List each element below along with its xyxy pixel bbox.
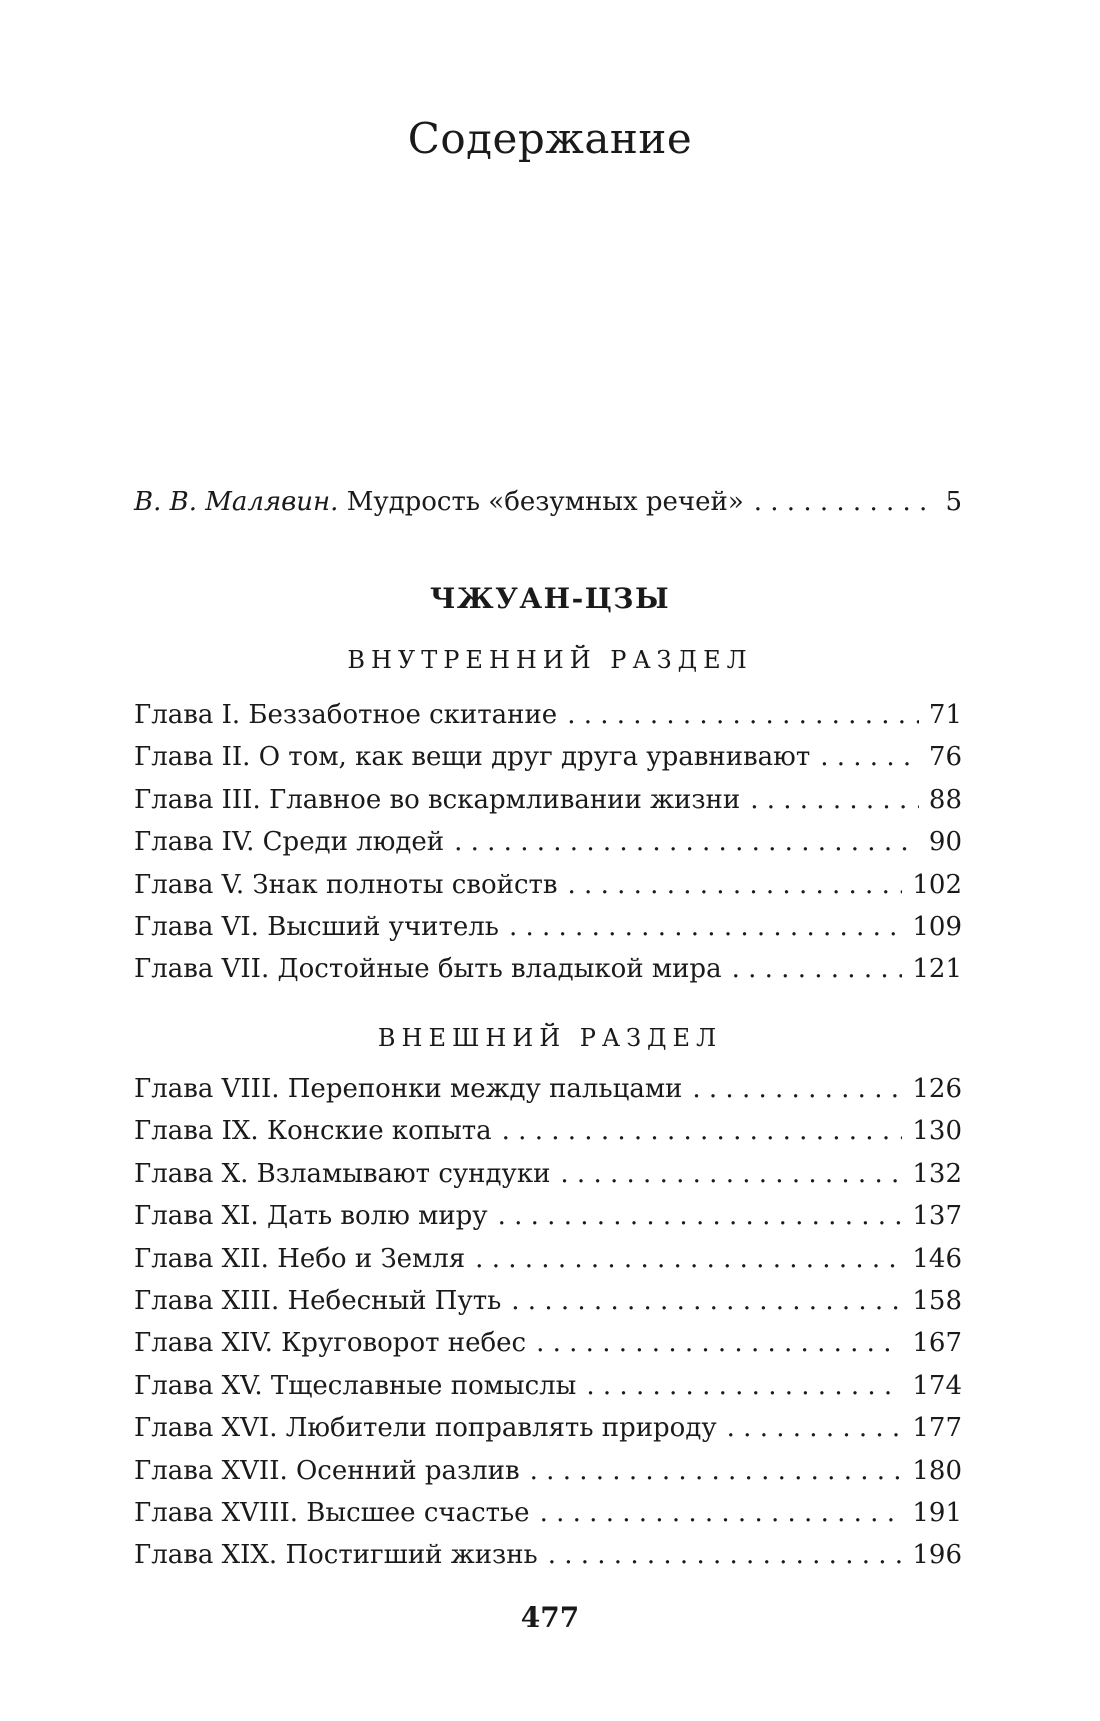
toc-entry-label: Глава XIII. Небесный Путь xyxy=(134,1285,502,1316)
toc-entry[interactable] xyxy=(134,694,962,736)
dot-leader xyxy=(475,1238,902,1280)
toc-entry-page: 126 xyxy=(912,1074,962,1104)
toc-entry-label: Глава XIX. Постигший жизнь xyxy=(134,1540,538,1571)
toc-entry-page: 137 xyxy=(912,1201,962,1232)
toc-entry-label: Глава XVII. Осенний разлив xyxy=(134,1455,520,1486)
toc-entry[interactable] xyxy=(134,1365,962,1407)
toc-entry[interactable] xyxy=(134,948,962,990)
toc-entry-page: 5 xyxy=(945,487,962,517)
toc-entry-label: Глава XI. Дать волю миру xyxy=(134,1201,488,1232)
toc-entry-label: Глава XV. Тщеславные помыслы xyxy=(134,1370,577,1401)
toc-section-outer xyxy=(134,1068,962,1577)
dot-leader xyxy=(750,779,919,821)
dot-leader xyxy=(454,821,919,863)
toc-entry-label: Глава VI. Высший учитель xyxy=(134,911,499,942)
toc-entry-label: Глава XII. Небо и Земля xyxy=(134,1243,466,1274)
toc-entry[interactable] xyxy=(134,1195,962,1237)
toc-entry-label: Глава I. Беззаботное скитание xyxy=(134,700,558,730)
toc-entry[interactable] xyxy=(134,1153,962,1195)
toc-entry-label: Глава VII. Достойные быть владыкой мира xyxy=(134,954,722,985)
section-heading-inner: ВНУТРЕННИЙ РАЗДЕЛ xyxy=(347,646,753,674)
dot-leader xyxy=(567,694,919,736)
toc-entry-intro[interactable] xyxy=(134,481,962,523)
toc-entry[interactable] xyxy=(134,736,962,778)
toc-entry[interactable] xyxy=(134,1534,962,1576)
toc-entry[interactable] xyxy=(134,1492,962,1534)
toc-entry-label: Глава IX. Конские копыта xyxy=(134,1116,492,1147)
toc-entry[interactable] xyxy=(134,1068,962,1110)
toc-entry-page: 121 xyxy=(912,954,962,985)
toc-entry-label: Глава III. Главное во вскармливании жизни xyxy=(134,784,741,815)
dot-leader xyxy=(511,1280,902,1322)
toc-entry[interactable] xyxy=(134,1450,962,1492)
toc-entry-label: Глава XIV. Круговорот небес xyxy=(134,1328,527,1359)
toc-entry[interactable] xyxy=(134,906,962,948)
toc-entry-label: Глава II. О том, как вещи друг друга уравнивают xyxy=(134,742,811,773)
toc-entry-label xyxy=(134,481,754,523)
dot-leader xyxy=(586,1365,902,1407)
toc-entry-label: Глава X. Взламывают сундуки xyxy=(134,1158,551,1189)
toc-entry-page: 90 xyxy=(928,827,962,858)
toc-entry-page: 76 xyxy=(928,742,962,773)
dot-leader xyxy=(536,1322,902,1364)
toc-entry-page: 191 xyxy=(912,1497,962,1528)
work-title: ЧЖУАН-ЦЗЫ xyxy=(429,582,671,615)
toc-entry[interactable] xyxy=(134,1110,962,1152)
dot-leader xyxy=(498,1195,903,1237)
toc-entry[interactable] xyxy=(134,1238,962,1280)
toc-entry-label: Глава VIII. Перепонки между пальцами xyxy=(134,1074,683,1104)
toc-entry-page: 177 xyxy=(912,1413,962,1444)
intro-title: Мудрость «безумных речей» xyxy=(338,487,744,517)
toc-section-inner xyxy=(134,694,962,991)
toc-entry-page: 174 xyxy=(912,1370,962,1401)
toc-entry-page: 132 xyxy=(912,1158,962,1189)
toc-entry-label: Глава XVI. Любители поправлять природу xyxy=(134,1413,717,1444)
dot-leader xyxy=(530,1450,903,1492)
toc-entry[interactable] xyxy=(134,1280,962,1322)
dot-leader xyxy=(754,481,936,523)
dot-leader xyxy=(502,1110,903,1152)
toc-entry-label: Глава XVIII. Высшее счастье xyxy=(134,1497,530,1528)
toc-entry-page: 88 xyxy=(928,784,962,815)
page-title: Содержание xyxy=(407,114,693,164)
dot-leader xyxy=(568,864,903,906)
toc-entry-page: 109 xyxy=(912,911,962,942)
dot-leader xyxy=(548,1534,903,1576)
toc-entry-page: 146 xyxy=(912,1243,962,1274)
dot-leader xyxy=(820,736,919,778)
section-heading-outer: ВНЕШНИЙ РАЗДЕЛ xyxy=(377,1024,723,1052)
dot-leader xyxy=(732,948,903,990)
toc-entry-page: 130 xyxy=(912,1116,962,1147)
toc-entry-page: 71 xyxy=(928,700,962,730)
toc-entry-page: 180 xyxy=(912,1455,962,1486)
toc-entry-page: 158 xyxy=(912,1285,962,1316)
toc-entry-label: Глава IV. Среди людей xyxy=(134,827,445,858)
toc-entry-page: 196 xyxy=(912,1540,962,1571)
toc-entry-page: 167 xyxy=(912,1328,962,1359)
dot-leader xyxy=(540,1492,903,1534)
page-number: 477 xyxy=(520,1601,580,1634)
toc-entry[interactable] xyxy=(134,821,962,863)
dot-leader xyxy=(560,1153,902,1195)
toc-entry-label: Глава V. Знак полноты свойств xyxy=(134,869,558,900)
intro-author: В. В. Малявин. xyxy=(134,487,339,517)
dot-leader xyxy=(692,1068,902,1110)
toc-entry[interactable] xyxy=(134,779,962,821)
toc-entry-page: 102 xyxy=(912,869,962,900)
toc-entry[interactable] xyxy=(134,1322,962,1364)
dot-leader xyxy=(727,1407,903,1449)
toc-entry[interactable] xyxy=(134,864,962,906)
dot-leader xyxy=(509,906,902,948)
toc-entry[interactable] xyxy=(134,1407,962,1449)
